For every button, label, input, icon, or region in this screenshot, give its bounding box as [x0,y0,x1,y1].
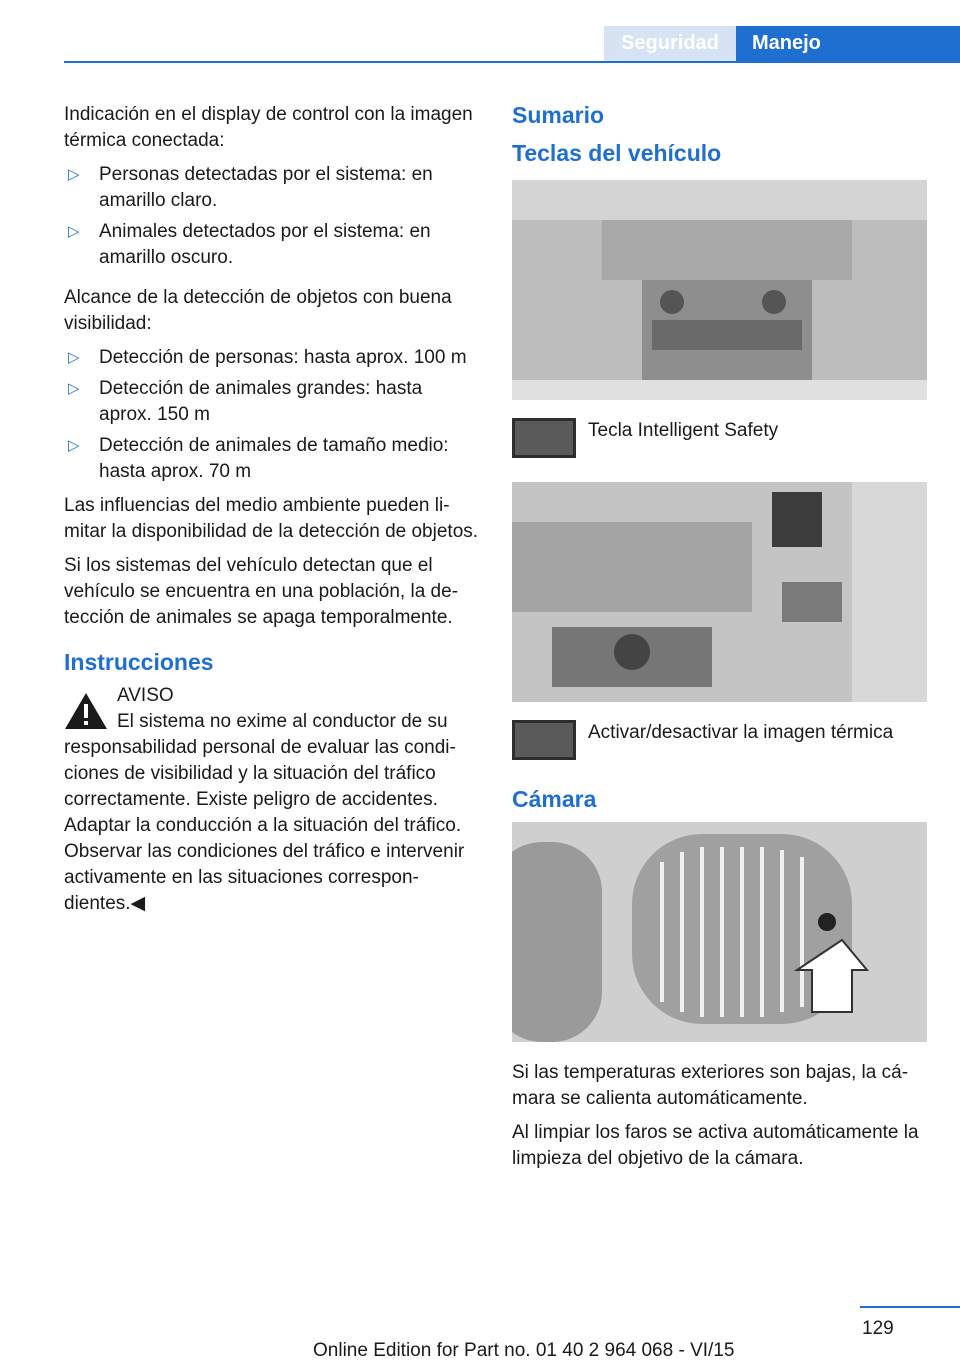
display-intro: Indicación en el display de control con la imagen térmica conectada: [64,104,473,151]
list-item: ▷ Detección de personas: hasta aprox. 100 m [64,345,479,371]
left-column [64,102,479,917]
intelligent-safety-label: Tecla Intelligent Safety [588,420,779,441]
range-intro: Alcance de la detección de objetos con buena visibilidad: [64,287,452,334]
range-list [64,345,479,485]
keys-heading: Teclas del vehículo [512,140,722,166]
dashboard-photo [512,180,927,400]
tab-manejo[interactable]: Manejo [736,26,960,61]
environment-paragraph: Las influencias del medio ambiente pueden limitar la disponibilidad de la detección de objetos. [64,495,479,542]
list-item: ▷ Personas detectadas por el sistema: en amarillo claro. [68,164,433,211]
list-item: ▷ Animales detectados por el sistema: en amarillo oscuro. [68,221,431,268]
overview-heading: Sumario [512,102,605,128]
triangle-right-icon: ▷ [68,166,80,183]
town-paragraph: Si los sistemas del vehículo detectan que el vehículo se encuentra en una población, la detección de animales se apaga temporalmente. [64,555,459,628]
display-list [64,162,479,271]
triangle-right-icon: ▷ [68,437,80,454]
footer-rule [860,1306,960,1308]
camera-grille-photo [512,822,927,1042]
warning-title: AVISO [117,685,174,706]
intelligent-safety-icon [512,418,576,458]
right-column [512,102,930,1180]
warning-block [64,683,479,917]
thermal-image-row [512,720,930,760]
camera-heating-paragraph: Si las temperaturas exteriores son bajas, la cámara se calienta automáticamente. [512,1062,909,1109]
warning-text: El sistema no exime al conductor de su responsabilidad personal de evaluar las condiciones de visibilidad y la situación del tráfico correctamente. Existe peligro de accidentes. Adaptar la conducción a la situación del tráfico. Observar las condiciones del tráfico e intervenir activamente en las situaciones correspondientes.◀ [64,711,465,914]
list-item: ▷ Detección de animales grandes: hasta aprox. 150 m [68,378,423,425]
thermal-image-label: Activar/desactivar la imagen térmica [588,722,894,743]
camera-heading: Cámara [512,786,597,812]
night-vision-icon [512,720,576,760]
warning-triangle-icon [64,691,108,731]
triangle-right-icon: ▷ [68,380,80,397]
header-rule [64,61,960,63]
tab-seguridad[interactable]: Seguridad [604,26,736,61]
intelligent-safety-row [512,418,930,458]
list-item: ▷ Detección de animales de tamaño medio: hasta aprox. 70 m [68,435,449,482]
light-switch-photo [512,482,927,702]
instructions-heading: Instrucciones [64,649,214,675]
page-number: 129 [862,1318,894,1339]
triangle-right-icon: ▷ [68,223,80,240]
triangle-right-icon: ▷ [68,349,80,366]
edition-footer: Online Edition for Part no. 01 40 2 964 068 - VI/15 [313,1340,735,1361]
camera-cleaning-paragraph: Al limpiar los faros se activa automáticamente la limpieza del objetivo de la cámara. [512,1122,919,1169]
